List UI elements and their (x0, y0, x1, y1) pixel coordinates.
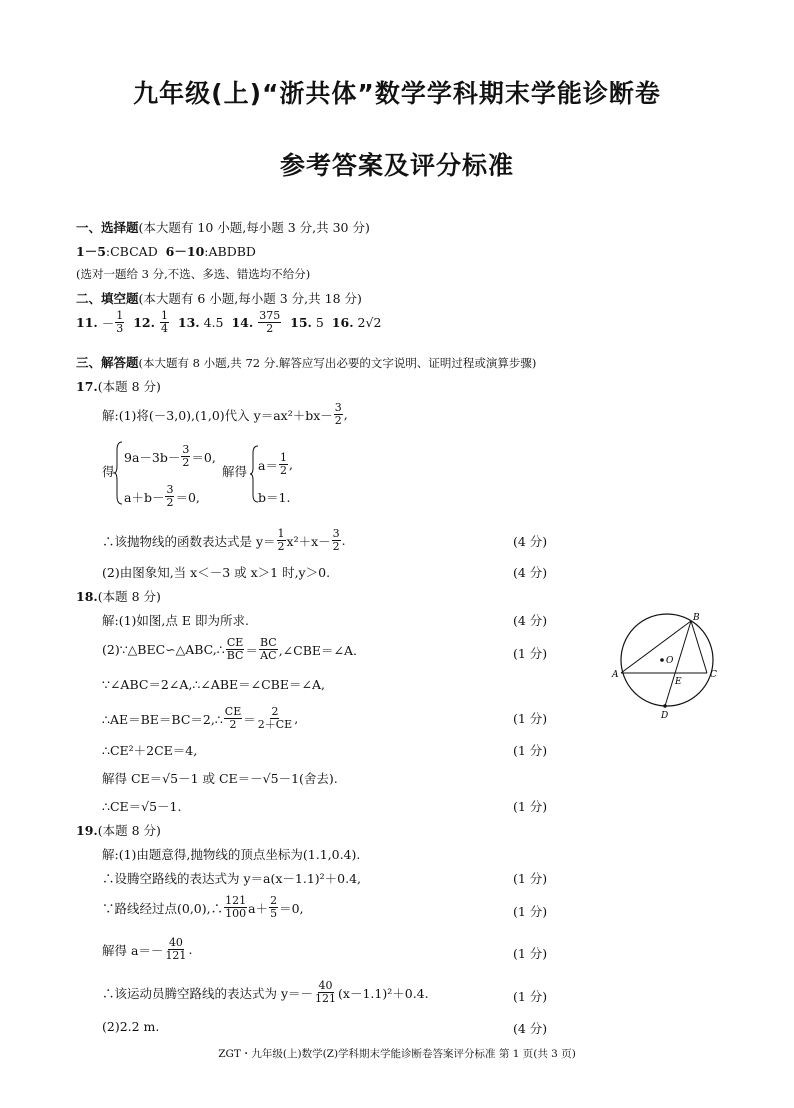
q17-points: (本题 8 分) (97, 379, 161, 394)
q13-value: 4.5 (203, 315, 224, 330)
q19-line3-mid: a＋ (248, 900, 269, 916)
q19-number: 19. (76, 823, 98, 838)
q19-line6: (2)2.2 m. (102, 1019, 160, 1034)
q18-line2 (102, 637, 357, 662)
q17-eq1-end: ＝0, (191, 449, 216, 465)
q17-line3-fraction2: $\frac{3}{2}$ (332, 527, 340, 553)
q19-points: (本题 8 分) (97, 823, 161, 838)
q18-line1: 解:(1)如图,点 E 即为所求. (102, 613, 249, 628)
q18-line3: ∵∠ABC＝2∠A,∴∠ABE＝∠CBE＝∠A, (102, 677, 325, 692)
q17-de: 得 (102, 464, 115, 479)
q19-line4-fraction: $\frac{40}{121}$ (165, 936, 187, 962)
q19-line2: ∴设腾空路线的表达式为 y＝a(x－1.1)²＋0.4, (102, 871, 362, 886)
section-fill (76, 289, 362, 307)
q18-line2-text: (2)∵△BEC∽△ABC,∴ (102, 642, 225, 657)
q18-line4-end: , (294, 711, 299, 726)
label-b: B (693, 613, 700, 623)
section-solve-note: (本大题有 8 小题,共 72 分.解答应写出必要的文字说明、证明过程或演算步骤) (138, 356, 537, 370)
q19-line5-fraction: $\frac{40}{121}$ (315, 979, 337, 1005)
q18-line2-score: (1 分) (513, 646, 548, 661)
q17-res1-fraction: $\frac{1}{2}$ (279, 451, 287, 477)
page-title: 九年级(上)“浙共体”数学学科期末学能诊断卷 (133, 79, 661, 108)
fill-answers (76, 310, 381, 335)
q19-line4-score: (1 分) (513, 946, 548, 961)
section-choice-heading: 一、选择题 (76, 220, 139, 235)
q18-number: 18. (76, 589, 98, 604)
q17-jd: 解得 (222, 464, 248, 479)
q17-res2: b＝1. (258, 490, 291, 505)
q17-line3-score: (4 分) (513, 534, 548, 549)
q17-header (76, 377, 161, 395)
q12-label: 12. (133, 315, 155, 330)
q18-line4-score: (1 分) (513, 711, 548, 726)
q18-line2-fraction1: $\frac{CE}{BC}$ (226, 636, 244, 662)
q18-line4-fraction2: $\frac{2}{2+CE}$ (257, 705, 293, 731)
q17-line1-end: , (343, 407, 348, 422)
q17-res1-end: , (288, 457, 293, 472)
q17-res1-text: a＝ (258, 457, 278, 473)
q17-line1 (102, 402, 348, 427)
choice-rule: (选对一题给 3 分,不选、多选、错选均不给分) (76, 267, 311, 281)
label-e: E (675, 677, 682, 687)
q17-number: 17. (76, 379, 98, 394)
q19-line5-end: (x－1.1)²＋0.4. (338, 985, 429, 1001)
q14-fraction: $\frac{375}{2}$ (259, 309, 281, 335)
q16-label: 16. (331, 315, 354, 330)
section-solve-heading: 三、解答题 (76, 355, 139, 370)
choice-answers (76, 242, 256, 260)
q19-line3-fraction2: $\frac{2}{5}$ (270, 894, 278, 920)
q17-line1-fraction: $\frac{3}{2}$ (334, 401, 342, 427)
segment-ab (621, 621, 691, 673)
q15-value: 5 (315, 315, 324, 330)
q13-label: 13. (177, 315, 200, 330)
section-fill-heading: 二、填空题 (76, 291, 139, 306)
q18-line4-eq: ＝ (243, 711, 256, 727)
q17-line1-text: 解:(1)将(－3,0),(1,0)代入 y＝ax²＋bx－ (102, 407, 333, 423)
label-d: D (661, 711, 669, 721)
q19-line3-end: ＝0, (279, 900, 304, 916)
point-d (663, 704, 667, 708)
center-point (660, 658, 664, 662)
q19-line4-end: . (188, 942, 193, 957)
q17-line3-mid: x²＋x－ (286, 533, 331, 549)
choice-range-2: 6－10 (165, 244, 205, 259)
q19-line4 (102, 937, 192, 962)
q14-label: 14. (231, 315, 254, 330)
q19-line2-score: (1 分) (513, 871, 548, 886)
q17-line4: (2)由图象知,当 x＜－3 或 x＞1 时,y＞0. (102, 565, 331, 580)
q17-eq2-text: a＋b－ (124, 489, 165, 505)
q11-sign: － (101, 315, 115, 331)
q19-line1: 解:(1)由题意得,抛物线的顶点坐标为(1.1,0.4). (102, 847, 361, 862)
q17-line4-score: (4 分) (513, 565, 548, 580)
q19-line5-score: (1 分) (513, 989, 548, 1004)
q17-brace-left (114, 440, 124, 506)
q18-line4-text: ∴AE＝BE＝BC＝2,∴ (102, 711, 223, 727)
page-footer: ZGT・九年级(上)数学(Z)学科期末学能诊断卷答案评分标准 第 1 页(共 3 页) (218, 1048, 576, 1060)
q17-eq1-fraction: $\frac{3}{2}$ (182, 443, 190, 469)
q18-line5: ∴CE²＋2CE＝4, (102, 743, 198, 758)
q18-line2-end: ,∠CBE＝∠A. (278, 642, 357, 658)
q19-line3-score: (1 分) (513, 904, 548, 919)
section-choice (76, 218, 370, 236)
q18-circle-figure (605, 610, 735, 725)
q17-eq2-fraction: $\frac{3}{2}$ (166, 483, 174, 509)
section-fill-note: (本大题有 6 小题,每小题 3 分,共 18 分) (138, 291, 362, 306)
page-subtitle: 参考答案及评分标准 (279, 151, 514, 180)
q19-header (76, 821, 161, 839)
q19-line4-text: 解得 a＝－ (102, 942, 164, 958)
q17-line3-fraction1: $\frac{1}{2}$ (277, 527, 285, 553)
q12-fraction: $\frac{1}{4}$ (160, 309, 168, 335)
q17-line3 (102, 528, 346, 553)
q17-line3-text: ∴该抛物线的函数表达式是 y＝ (102, 533, 276, 549)
segment-bc (691, 621, 707, 673)
q17-eq2-end: ＝0, (175, 489, 200, 505)
q18-line2-fraction2: $\frac{BC}{AC}$ (259, 636, 277, 662)
choice-range-1: 1－5 (76, 244, 106, 259)
q11-label: 11. (76, 315, 98, 330)
q17-eq2 (124, 484, 200, 509)
q18-line1-score: (4 分) (513, 613, 548, 628)
q19-line3-fraction1: $\frac{121}{100}$ (225, 894, 247, 920)
q17-res1 (258, 452, 293, 477)
q18-header (76, 587, 161, 605)
q19-line5 (102, 980, 429, 1005)
section-solve (76, 353, 536, 371)
q19-line3 (102, 895, 304, 920)
section-choice-note: (本大题有 10 小题,每小题 3 分,共 30 分) (138, 220, 370, 235)
choice-answers-1: :CBCAD (105, 244, 158, 259)
label-o: O (666, 656, 674, 666)
q16-value: 2√2 (357, 315, 382, 330)
label-a: A (612, 670, 619, 680)
q18-line5-score: (1 分) (513, 743, 548, 758)
q18-line2-eq: ＝ (245, 642, 258, 658)
q18-line4-fraction1: $\frac{CE}{2}$ (224, 705, 242, 731)
q19-line3-text: ∵路线经过点(0,0),∴ (102, 900, 224, 916)
q17-line3-end: . (341, 533, 346, 548)
choice-answers-2: :ABDBD (204, 244, 256, 259)
q17-eq1-text: 9a－3b－ (124, 449, 181, 465)
q19-line5-text: ∴该运动员腾空路线的表达式为 y＝－ (102, 985, 314, 1001)
q17-eq1 (124, 444, 216, 469)
q18-line4 (102, 706, 298, 731)
q15-label: 15. (290, 315, 312, 330)
q18-line6: 解得 CE＝√5－1 或 CE＝－√5－1(舍去). (102, 771, 338, 786)
q19-line6-score: (4 分) (513, 1021, 548, 1036)
q18-points: (本题 8 分) (97, 589, 161, 604)
label-c: C (710, 670, 717, 680)
q11-fraction: $\frac{1}{3}$ (116, 309, 124, 335)
q18-line7-score: (1 分) (513, 799, 548, 814)
q18-line7: ∴CE＝√5－1. (102, 799, 182, 814)
